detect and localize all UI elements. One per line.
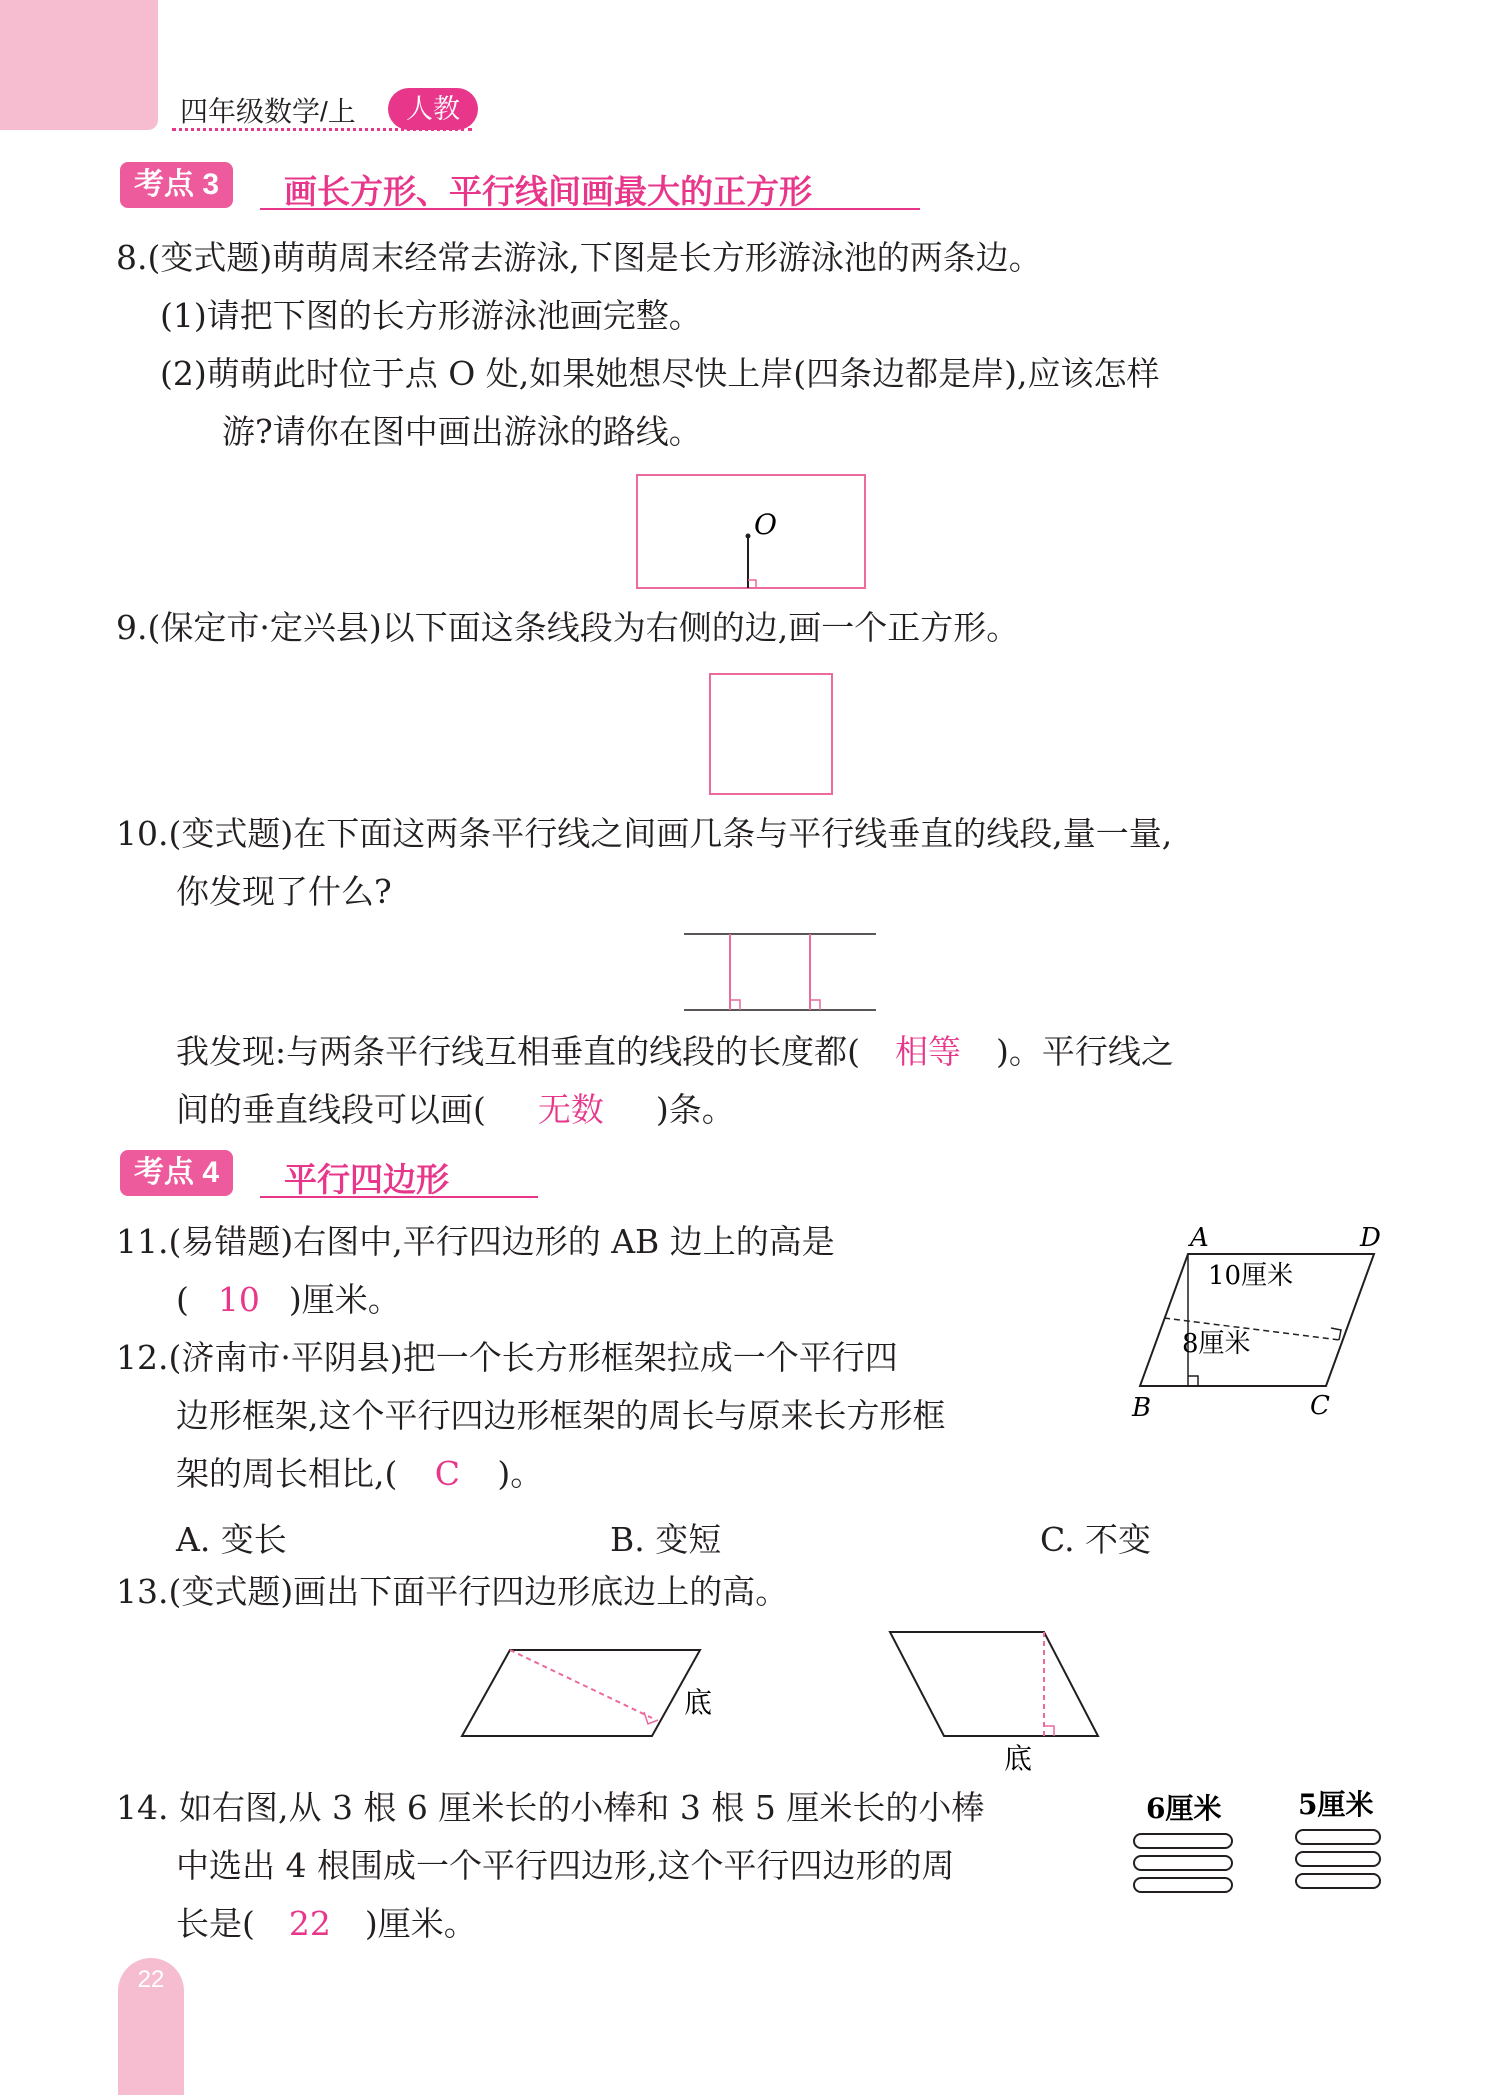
- q10-finding-line2: [176, 1090, 735, 1130]
- length-8cm-label: 8厘米: [1182, 1329, 1251, 1359]
- right-angle-mark-2: [810, 1000, 820, 1010]
- section-title-kp3: 画长方形、平行线间画最大的正方形: [284, 173, 812, 210]
- q13-line1: 13.(变式题)画出下面平行四边形底边上的高。: [116, 1572, 789, 1611]
- page-number: 22: [137, 1966, 165, 1993]
- q10-text-b: )。平行线之: [996, 1032, 1174, 1071]
- length-10cm-label: 10厘米: [1208, 1261, 1294, 1291]
- base-2-label: 底: [1004, 1742, 1033, 1772]
- stick-5cm-3: [1296, 1874, 1380, 1888]
- section-badge-kp4: 考点 4: [120, 1150, 233, 1196]
- q14-line3: [176, 1904, 477, 1944]
- stick-6cm-2: [1134, 1856, 1232, 1870]
- parallelogram-2: [890, 1632, 1098, 1736]
- stick-6cm-label: 6厘米: [1146, 1792, 1222, 1825]
- q12-line2: 边形框架,这个平行四边形框架的周长与原来长方形框: [176, 1396, 946, 1435]
- section-underline-kp3: [260, 208, 920, 210]
- right-angle-2: [1044, 1726, 1054, 1736]
- q8-line2: (1)请把下图的长方形游泳池画完整。: [160, 296, 702, 335]
- section-underline-kp4: [260, 1196, 538, 1198]
- base-1-label: 底: [684, 1686, 713, 1719]
- q11-line2: [176, 1280, 401, 1320]
- pool-figure: [630, 470, 870, 592]
- q8-line3: (2)萌萌此时位于点 O 处,如果她想尽快上岸(四条边都是岸),应该怎样: [160, 354, 1160, 393]
- square-outline: [710, 674, 832, 794]
- corner-tab: [0, 0, 158, 130]
- header-divider: [172, 128, 472, 131]
- height-1-dashed: [510, 1650, 652, 1718]
- vertex-d-label: D: [1360, 1223, 1381, 1253]
- publisher-badge: 人教: [388, 88, 478, 130]
- right-angle-ab: [1331, 1328, 1341, 1340]
- square-figure: [706, 670, 836, 798]
- parallelogram-1-figure: [458, 1640, 728, 1744]
- q12-option-b: B. 变短: [610, 1520, 722, 1559]
- q12-line1: 12.(济南市·平阴县)把一个长方形框架拉成一个平行四: [116, 1338, 898, 1377]
- point-o-label: O: [754, 508, 777, 541]
- sticks-figure: [1128, 1782, 1392, 1906]
- q12-option-c: C. 不变: [1040, 1520, 1152, 1559]
- q11-line1: 11.(易错题)右图中,平行四边形的 AB 边上的高是: [116, 1222, 835, 1261]
- q11-text-b: )厘米。: [288, 1280, 401, 1319]
- stick-6cm-3: [1134, 1878, 1232, 1892]
- q12-option-a: A. 变长: [176, 1520, 287, 1559]
- right-angle-mark: [748, 580, 756, 588]
- q14-line1: 14. 如右图,从 3 根 6 厘米长的小棒和 3 根 5 厘米长的小棒: [116, 1788, 985, 1827]
- q8-line1: 8.(变式题)萌萌周末经常去游泳,下图是长方形游泳池的两条边。: [116, 238, 1042, 277]
- parallel-lines-figure: [682, 930, 878, 1016]
- vertex-c-label: C: [1310, 1391, 1330, 1420]
- q10-text-a: 我发现:与两条平行线互相垂直的线段的长度都(: [176, 1032, 860, 1071]
- point-o: [746, 534, 751, 539]
- q12-text-a: 架的周长相比,(: [176, 1454, 398, 1493]
- q14-text-a: 长是(: [176, 1904, 255, 1943]
- q10-answer-infinite: 无数: [537, 1090, 604, 1129]
- header-title: 四年级数学/上: [180, 96, 356, 127]
- pool-outline: [637, 475, 865, 588]
- vertex-a-label: A: [1190, 1223, 1209, 1253]
- q10-line1: 10.(变式题)在下面这两条平行线之间画几条与平行线垂直的线段,量一量,: [116, 814, 1173, 853]
- q10-answer-equal: 相等: [895, 1032, 961, 1071]
- q10-line2: 你发现了什么?: [176, 872, 392, 911]
- parallelogram-1: [462, 1650, 700, 1736]
- stick-5cm-label: 5厘米: [1298, 1788, 1374, 1821]
- right-angle-bc: [1188, 1376, 1198, 1386]
- q9-line1: 9.(保定市·定兴县)以下面这条线段为右侧的边,画一个正方形。: [116, 608, 1020, 647]
- q12-text-b: )。: [497, 1454, 544, 1493]
- q10-finding-line1: [176, 1032, 1174, 1072]
- q11-text-a: (: [176, 1280, 189, 1319]
- parallelogram-2-figure: [886, 1624, 1106, 1772]
- q12-line3: [176, 1454, 543, 1494]
- stick-5cm-2: [1296, 1852, 1380, 1866]
- q14-line2: 中选出 4 根围成一个平行四边形,这个平行四边形的周: [176, 1846, 955, 1885]
- section-title-kp4: 平行四边形: [284, 1161, 449, 1198]
- right-angle-mark-1: [730, 1000, 740, 1010]
- section-badge-kp3: 考点 3: [120, 162, 233, 208]
- vertex-b-label: B: [1132, 1393, 1152, 1420]
- q14-answer: 22: [288, 1904, 331, 1943]
- q12-answer: C: [434, 1454, 460, 1493]
- stick-5cm-1: [1296, 1830, 1380, 1844]
- q10-text-c: 间的垂直线段可以画(: [176, 1090, 486, 1129]
- q11-answer: 10: [217, 1280, 260, 1319]
- q10-text-d: )条。: [655, 1090, 735, 1129]
- stick-6cm-1: [1134, 1834, 1232, 1848]
- q14-text-b: )厘米。: [364, 1904, 477, 1943]
- parallelogram-abcd-figure: [1130, 1220, 1394, 1420]
- q8-line4: 游?请你在图中画出游泳的路线。: [222, 412, 702, 451]
